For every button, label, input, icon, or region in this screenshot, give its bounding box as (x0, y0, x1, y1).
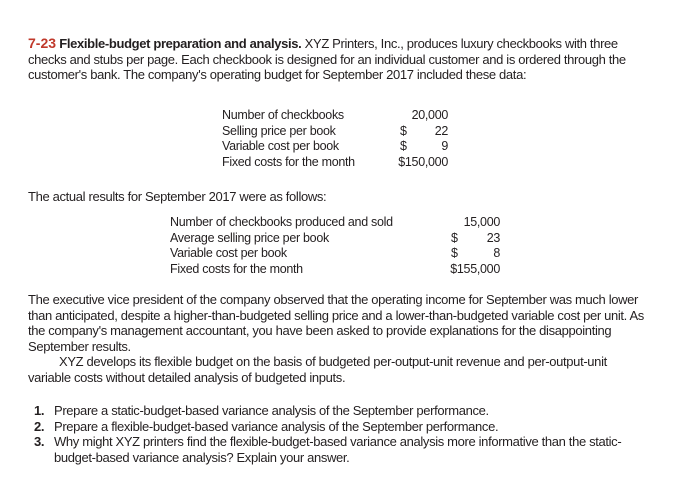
budget-row (222, 108, 462, 124)
actual-row (170, 262, 510, 278)
intro-paragraph (28, 36, 652, 83)
actual-currency: $ (451, 230, 458, 245)
requirement-number: 1. (34, 403, 45, 418)
budget-label: Number of checkbooks (222, 108, 344, 122)
budget-table (222, 108, 462, 170)
budget-row (222, 139, 462, 155)
requirements-list (30, 403, 650, 465)
requirement-number: 2. (34, 418, 45, 434)
actual-table (170, 215, 510, 277)
budget-currency: $ (400, 123, 407, 138)
actual-value: $155,000 (450, 261, 500, 276)
requirement-item (30, 403, 650, 419)
actual-row (170, 246, 510, 262)
actual-currency: $ (451, 246, 458, 261)
requirement-number: 3. (34, 434, 45, 450)
problem-title: Flexible-budget preparation and analysis. (59, 36, 302, 51)
budget-label: Selling price per book (222, 123, 336, 138)
budget-value: 9 (441, 139, 448, 154)
problem-number: 7-23 (28, 35, 57, 51)
budget-currency: $ (400, 139, 407, 154)
actual-label: Average selling price per book (170, 230, 329, 245)
budget-row (222, 124, 462, 140)
requirement-item (30, 419, 650, 435)
actual-results-intro (28, 189, 652, 205)
budget-value: 20,000 (411, 108, 448, 122)
actual-value: 15,000 (463, 215, 500, 229)
actual-label: Variable cost per book (170, 246, 287, 261)
problem-body (28, 292, 652, 386)
actual-row (170, 231, 510, 247)
actual-value: 23 (486, 230, 500, 245)
requirement-item (30, 434, 650, 465)
actual-label: Number of checkbooks produced and sold (170, 215, 393, 229)
budget-row (222, 155, 462, 171)
requirement-text: Why might XYZ printers find the flexible-budget-based variance analysis more informative than the static-budget-based variance analysis? Explain your answer. (54, 434, 622, 465)
body-paragraph: XYZ develops its flexible budget on the basis of budgeted per-output-unit revenue and per-output-unit variable costs without detailed analysis of budgeted inputs. (28, 354, 607, 385)
budget-label: Fixed costs for the month (222, 154, 355, 169)
actual-row (170, 215, 510, 231)
budget-label: Variable cost per book (222, 139, 339, 154)
budget-value: 22 (434, 123, 448, 138)
problem-intro (28, 36, 652, 83)
body-paragraph: The executive vice president of the company observed that the operating income for September was much lower than anticipated, despite a higher-than-budgeted selling price and a lower-than-budgeted variable cost per unit. As the company's management accountant, you have been asked to provide explanations for the disappointing September results. (28, 292, 644, 354)
requirement-text: Prepare a flexible-budget-based variance analysis of the September performance. (54, 418, 499, 434)
actual-label: Fixed costs for the month (170, 261, 303, 276)
actual-value: 8 (493, 246, 500, 261)
problem-intro-text: XYZ Printers, Inc., produces luxury checkbooks with three checks and stubs per page. Each checkbook is designed for an individual customer and is ordered through the customer's bank. The company's operating budget for September 2017 included these data: (28, 36, 626, 83)
budget-value: $150,000 (398, 154, 448, 169)
requirement-text: Prepare a static-budget-based variance analysis of the September performance. (54, 403, 489, 418)
actual-intro-text: The actual results for September 2017 were as follows: (28, 189, 327, 204)
